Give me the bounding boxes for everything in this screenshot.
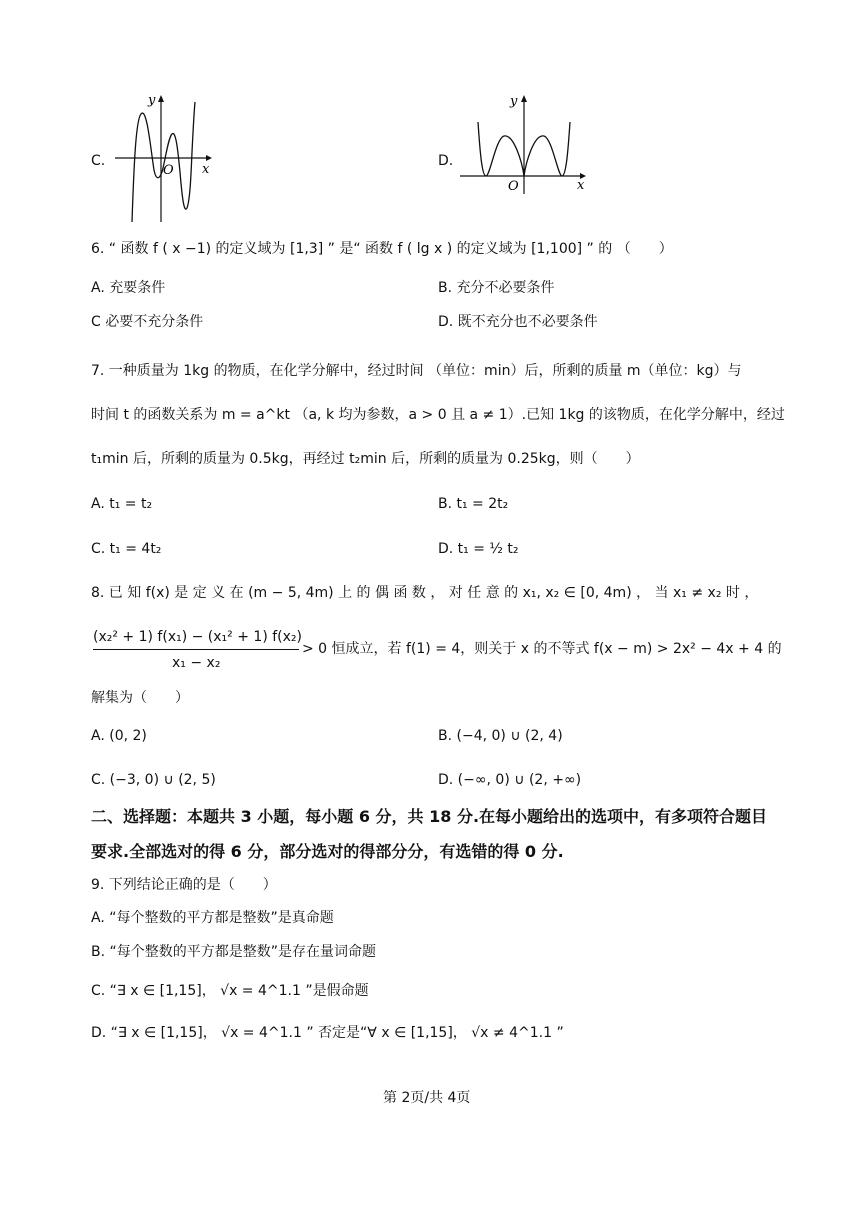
q8-option-c: C. (−3, 0) ∪ (2, 5) bbox=[91, 772, 216, 788]
graph-c-y-label: y bbox=[148, 93, 156, 108]
q8-fraction-bar bbox=[93, 649, 299, 650]
graph-d-origin-label: O bbox=[508, 179, 519, 194]
q8-option-a: A. (0, 2) bbox=[91, 728, 147, 744]
q6-option-c: C 必要不充分条件 bbox=[91, 314, 204, 330]
q6-stem: 6. “ 函数 f ( x −1) 的定义域为 [1,3] ” 是“ 函数 f ( lg x ) 的定义域为 [1,100] ” 的 （ ） bbox=[91, 241, 673, 257]
q8-option-d: D. (−∞, 0) ∪ (2, +∞) bbox=[438, 772, 582, 788]
q9-option-c: C. “∃ x ∈ [1,15]， √x = 4^1.1 ”是假命题 bbox=[91, 983, 369, 999]
graph-d-x-label: x bbox=[577, 178, 585, 193]
graph-c-y-arrow bbox=[158, 95, 164, 102]
q7-option-b: B. t₁ = 2t₂ bbox=[438, 496, 509, 512]
q6-option-d: D. 既不充分也不必要条件 bbox=[438, 314, 598, 330]
graph-d-y-arrow bbox=[521, 95, 527, 102]
graph-d-label: D. bbox=[438, 153, 454, 169]
graph-c-curve bbox=[132, 102, 195, 222]
q7-option-c: C. t₁ = 4t₂ bbox=[91, 541, 162, 557]
q7-option-d: D. t₁ = ½ t₂ bbox=[438, 541, 519, 557]
q8-fraction-denominator: x₁ − x₂ bbox=[172, 655, 221, 671]
q6-option-b: B. 充分不必要条件 bbox=[438, 280, 555, 296]
q9-stem: 9. 下列结论正确的是（ ） bbox=[91, 877, 277, 893]
q9-option-d: D. “∃ x ∈ [1,15]， √x = 4^1.1 ” 否定是“∀ x ∈ [1,15]， √x ≠ 4^1.1 ” bbox=[91, 1025, 564, 1041]
q8-fraction-rest: > 0 恒成立，若 f(1) = 4，则关于 x 的不等式 f(x − m) > 2x² − 4x + 4 的 bbox=[302, 641, 782, 657]
q7-line-3: t₁min 后，所剩的质量为 0.5kg，再经过 t₂min 后，所剩的质量为 0.25kg，则（ ） bbox=[91, 451, 640, 467]
graph-c-x-label: x bbox=[202, 162, 210, 177]
graph-d-y-label: y bbox=[510, 94, 518, 109]
q7-option-a: A. t₁ = t₂ bbox=[91, 496, 153, 512]
graph-c-x-arrow bbox=[206, 155, 212, 161]
q8-line-1: 8. 已 知 f(x) 是 定 义 在 (m − 5, 4m) 上 的 偶 函 数 ， 对 任 意 的 x₁, x₂ ∈ [0, 4m) ， 当 x₁ ≠ x₂ 时 ， bbox=[91, 585, 759, 601]
q8-option-b: B. (−4, 0) ∪ (2, 4) bbox=[438, 728, 563, 744]
page-footer: 第 2页/共 4页 bbox=[383, 1090, 471, 1106]
q8-fraction-numerator: (x₂² + 1) f(x₁) − (x₁² + 1) f(x₂) bbox=[93, 629, 302, 645]
graph-d bbox=[456, 92, 596, 196]
q9-option-a: A. “每个整数的平方都是整数”是真命题 bbox=[91, 910, 334, 926]
graph-c bbox=[110, 92, 220, 224]
q7-line-2: 时间 t 的函数关系为 m = a^kt （a, k 均为参数，a > 0 且 a ≠ 1）.已知 1kg 的该物质，在化学分解中，经过 bbox=[91, 407, 785, 423]
q7-line-1: 7. 一种质量为 1kg 的物质，在化学分解中，经过时间 （单位：min）后，所剩的质量 m（单位：kg）与 bbox=[91, 363, 742, 379]
graph-c-label: C. bbox=[91, 153, 106, 169]
graph-c-origin-label: O bbox=[163, 163, 174, 178]
section-2-heading-line-2: 要求.全部选对的得 6 分，部分选对的得部分分，有选错的得 0 分. bbox=[91, 842, 564, 861]
q8-line-3: 解集为（ ） bbox=[91, 690, 189, 706]
q6-option-a: A. 充要条件 bbox=[91, 280, 166, 296]
section-2-heading-line-1: 二、选择题：本题共 3 小题，每小题 6 分，共 18 分.在每小题给出的选项中，有多项符合题目 bbox=[91, 807, 768, 826]
q9-option-b: B. “每个整数的平方都是整数”是存在量词命题 bbox=[91, 944, 377, 960]
